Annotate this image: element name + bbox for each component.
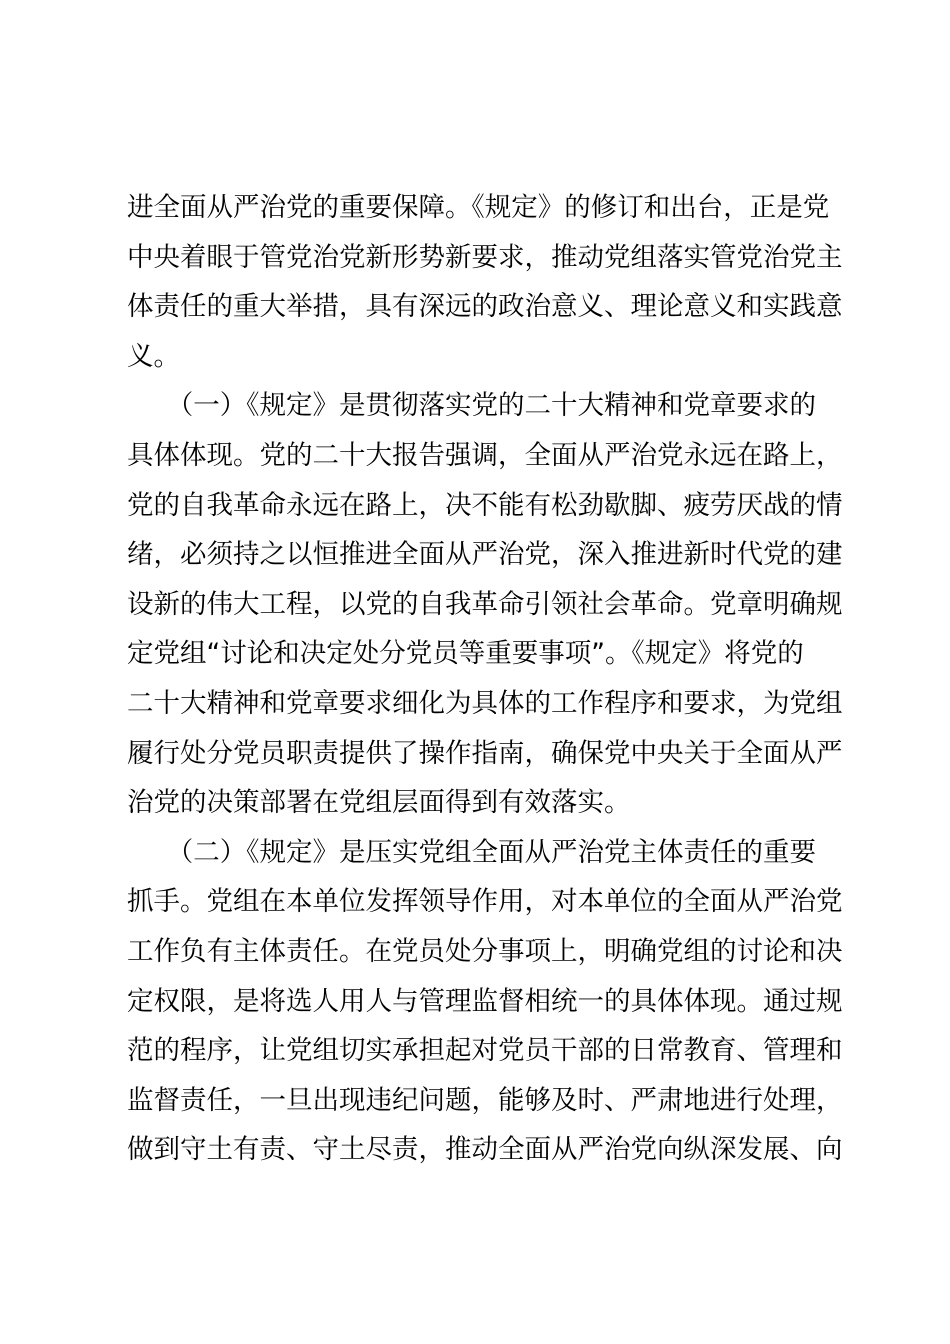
text-line: 党的自我革命永远在路上，决不能有松劲歇脚、疲劳厌战的情 [127, 489, 843, 521]
text-line: 义。 [127, 340, 180, 372]
text-line: 做到守土有责、守土尽责，推动全面从严治党向纵深发展、向 [127, 1134, 843, 1166]
text-line: 绪，必须持之以恒推进全面从严治党，深入推进新时代党的建 [127, 539, 843, 571]
text-line: 定权限，是将选人用人与管理监督相统一的具体体现。通过规 [127, 985, 843, 1017]
text-line: 工作负有主体责任。在党员处分事项上，明确党组的讨论和决 [127, 935, 843, 967]
text-line: 定党组“讨论和决定处分党员等重要事项”。《规定》将党的 [127, 638, 804, 670]
text-line: 二十大精神和党章要求细化为具体的工作程序和要求，为党组 [127, 687, 843, 719]
text-line: 抓手。党组在本单位发挥领导作用，对本单位的全面从严治党 [127, 886, 843, 918]
text-line: 中央着眼于管党治党新形势新要求，推动党组落实管党治党主 [127, 241, 843, 273]
document-body [127, 183, 843, 1175]
section-heading-line: （二）《规定》是压实党组全面从严治党主体责任的重要 [127, 836, 816, 868]
section-heading-line: （一）《规定》是贯彻落实党的二十大精神和党章要求的 [127, 390, 816, 422]
text-line: 体责任的重大举措，具有深远的政治意义、理论意义和实践意 [127, 291, 843, 323]
text-line: 监督责任，一旦出现违纪问题，能够及时、严肃地进行处理， [127, 1084, 843, 1116]
text-line: 治党的决策部署在党组层面得到有效落实。 [127, 787, 631, 819]
text-line: 范的程序，让党组切实承担起对党员干部的日常教育、管理和 [127, 1035, 843, 1067]
text-line: 进全面从严治党的重要保障。《规定》的修订和出台，正是党 [127, 192, 830, 223]
text-line: 具体体现。党的二十大报告强调，全面从严治党永远在路上， [127, 439, 843, 471]
text-line: 设新的伟大工程，以党的自我革命引领社会革命。党章明确规 [127, 588, 843, 620]
text-line: 履行处分党员职责提供了操作指南，确保党中央关于全面从严 [127, 737, 843, 769]
